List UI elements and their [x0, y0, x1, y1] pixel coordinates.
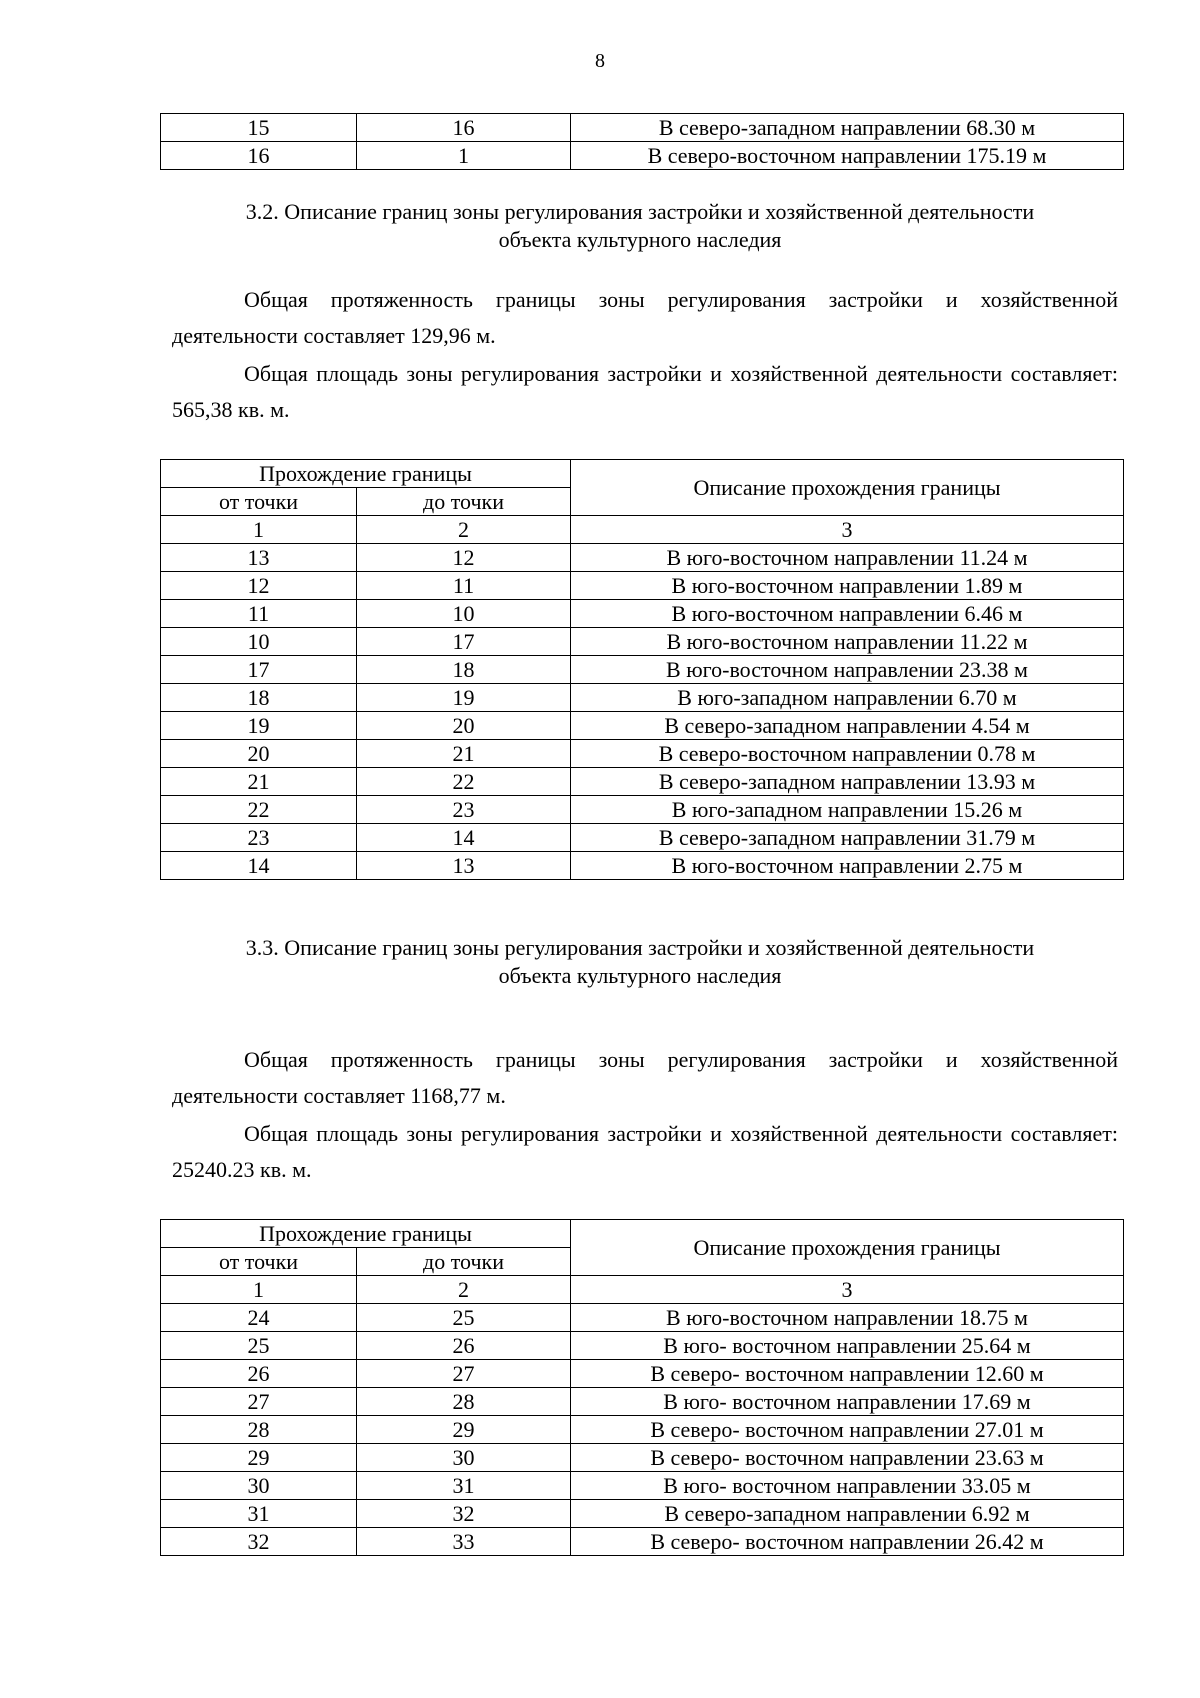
cell-description: В северо- восточном направлении 23.63 м: [571, 1444, 1124, 1472]
cell-to-point: 33: [357, 1528, 571, 1556]
table-row: [161, 852, 1124, 880]
section-heading-line: объекта культурного наследия: [498, 963, 782, 988]
cell-from-point: 31: [161, 1500, 357, 1528]
cell-from-point: 20: [161, 740, 357, 768]
cell-from-point: 22: [161, 796, 357, 824]
paragraph-length: Общая протяженность границы зоны регулирования застройки и хозяйственной деятельности составляет 1168,77 м.: [172, 1047, 1118, 1108]
cell-description: В юго- восточном направлении 25.64 м: [571, 1332, 1124, 1360]
header-column-number: 2: [357, 1276, 571, 1304]
cell-description: В юго-восточном направлении 18.75 м: [571, 1304, 1124, 1332]
cell-to-point: 1: [357, 142, 571, 170]
cell-from-point: 23: [161, 824, 357, 852]
cell-description: В юго-западном направлении 6.70 м: [571, 684, 1124, 712]
cell-description: В северо-западном направлении 6.92 м: [571, 1500, 1124, 1528]
table-row: [161, 1528, 1124, 1556]
table-row: [161, 656, 1124, 684]
cell-description: В юго-восточном направлении 23.38 м: [571, 656, 1124, 684]
cell-description: В юго-восточном направлении 11.22 м: [571, 628, 1124, 656]
cell-from-point: 13: [161, 544, 357, 572]
cell-from-point: 18: [161, 684, 357, 712]
cell-description: В юго-западном направлении 15.26 м: [571, 796, 1124, 824]
boundary-table-3-3: [160, 1219, 1124, 1556]
cell-to-point: 28: [357, 1388, 571, 1416]
table-row: [161, 712, 1124, 740]
cell-from-point: 27: [161, 1388, 357, 1416]
table-row: [161, 1332, 1124, 1360]
cell-description: В северо- восточном направлении 26.42 м: [571, 1528, 1124, 1556]
cell-description: В северо- восточном направлении 12.60 м: [571, 1360, 1124, 1388]
cell-to-point: 13: [357, 852, 571, 880]
header-to-point: до точки: [357, 488, 571, 516]
header-column-number: 2: [357, 516, 571, 544]
cell-from-point: 26: [161, 1360, 357, 1388]
cell-from-point: 29: [161, 1444, 357, 1472]
cell-description: В юго-восточном направлении 11.24 м: [571, 544, 1124, 572]
page-number: 8: [595, 50, 605, 72]
section-heading-3-2: [160, 198, 1120, 254]
table-row: [161, 684, 1124, 712]
cell-from-point: 15: [161, 114, 357, 142]
table-row: [161, 1444, 1124, 1472]
table-body: [161, 1304, 1124, 1556]
cell-description: В юго-восточном направлении 6.46 м: [571, 600, 1124, 628]
table-row: [161, 768, 1124, 796]
table-row: [161, 740, 1124, 768]
table-body: [161, 114, 1124, 170]
table-row: [161, 796, 1124, 824]
cell-from-point: 14: [161, 852, 357, 880]
table-row: [161, 1472, 1124, 1500]
cell-to-point: 30: [357, 1444, 571, 1472]
cell-to-point: 10: [357, 600, 571, 628]
cell-from-point: 25: [161, 1332, 357, 1360]
cell-to-point: 23: [357, 796, 571, 824]
cell-from-point: 11: [161, 600, 357, 628]
cell-from-point: 24: [161, 1304, 357, 1332]
section-heading-line: 3.3. Описание границ зоны регулирования застройки и хозяйственной деятельности: [245, 935, 1035, 960]
section-heading-line: 3.2. Описание границ зоны регулирования застройки и хозяйственной деятельности: [245, 199, 1035, 224]
cell-to-point: 32: [357, 1500, 571, 1528]
cell-to-point: 25: [357, 1304, 571, 1332]
cell-to-point: 20: [357, 712, 571, 740]
cell-description: В юго- восточном направлении 33.05 м: [571, 1472, 1124, 1500]
cell-to-point: 11: [357, 572, 571, 600]
cell-to-point: 16: [357, 114, 571, 142]
cell-to-point: 21: [357, 740, 571, 768]
cell-to-point: 27: [357, 1360, 571, 1388]
cell-to-point: 12: [357, 544, 571, 572]
cell-from-point: 21: [161, 768, 357, 796]
table-row: [161, 628, 1124, 656]
boundary-table-3-2: [160, 459, 1124, 880]
cell-from-point: 32: [161, 1528, 357, 1556]
table-row: [161, 1360, 1124, 1388]
table-body: [161, 544, 1124, 880]
cell-from-point: 19: [161, 712, 357, 740]
section-heading-3-3: [160, 934, 1120, 990]
table-row: [161, 600, 1124, 628]
cell-description: В северо-западном направлении 68.30 м: [571, 114, 1124, 142]
table-row: [161, 1416, 1124, 1444]
paragraph-area: Общая площадь зоны регулирования застройки и хозяйственной деятельности составляет: 25240.23 кв. м.: [172, 1121, 1118, 1182]
header-description: Описание прохождения границы: [571, 460, 1124, 516]
paragraph-length: Общая протяженность границы зоны регулирования застройки и хозяйственной деятельности составляет 129,96 м.: [172, 287, 1118, 348]
table-row: [161, 824, 1124, 852]
header-boundary-passage: Прохождение границы: [161, 460, 571, 488]
header-column-number: 1: [161, 516, 357, 544]
cell-from-point: 30: [161, 1472, 357, 1500]
table-row: [161, 1304, 1124, 1332]
cell-description: В северо-западном направлении 31.79 м: [571, 824, 1124, 852]
header-description: Описание прохождения границы: [571, 1220, 1124, 1276]
table-row: [161, 114, 1124, 142]
cell-from-point: 10: [161, 628, 357, 656]
table-row: [161, 572, 1124, 600]
header-to-point: до точки: [357, 1248, 571, 1276]
cell-to-point: 14: [357, 824, 571, 852]
cell-description: В северо-восточном направлении 175.19 м: [571, 142, 1124, 170]
section-heading-line: объекта культурного наследия: [498, 227, 782, 252]
cell-description: В северо- восточном направлении 27.01 м: [571, 1416, 1124, 1444]
cell-description: В северо-западном направлении 13.93 м: [571, 768, 1124, 796]
cell-description: В северо-восточном направлении 0.78 м: [571, 740, 1124, 768]
cell-to-point: 29: [357, 1416, 571, 1444]
cell-from-point: 12: [161, 572, 357, 600]
table-row: [161, 1388, 1124, 1416]
table-row: [161, 544, 1124, 572]
cell-description: В юго- восточном направлении 17.69 м: [571, 1388, 1124, 1416]
header-from-point: от точки: [161, 488, 357, 516]
header-from-point: от точки: [161, 1248, 357, 1276]
table-row: [161, 142, 1124, 170]
cell-from-point: 16: [161, 142, 357, 170]
header-boundary-passage: Прохождение границы: [161, 1220, 571, 1248]
paragraph-area: Общая площадь зоны регулирования застройки и хозяйственной деятельности составляет: 565,38 кв. м.: [172, 361, 1118, 422]
cell-description: В северо-западном направлении 4.54 м: [571, 712, 1124, 740]
cell-to-point: 17: [357, 628, 571, 656]
cell-from-point: 17: [161, 656, 357, 684]
cell-to-point: 19: [357, 684, 571, 712]
boundary-table-continued: [160, 113, 1124, 170]
cell-from-point: 28: [161, 1416, 357, 1444]
header-column-number: 1: [161, 1276, 357, 1304]
cell-description: В юго-восточном направлении 2.75 м: [571, 852, 1124, 880]
cell-to-point: 18: [357, 656, 571, 684]
cell-description: В юго-восточном направлении 1.89 м: [571, 572, 1124, 600]
header-column-number: 3: [571, 1276, 1124, 1304]
cell-to-point: 22: [357, 768, 571, 796]
header-column-number: 3: [571, 516, 1124, 544]
cell-to-point: 31: [357, 1472, 571, 1500]
table-row: [161, 1500, 1124, 1528]
cell-to-point: 26: [357, 1332, 571, 1360]
